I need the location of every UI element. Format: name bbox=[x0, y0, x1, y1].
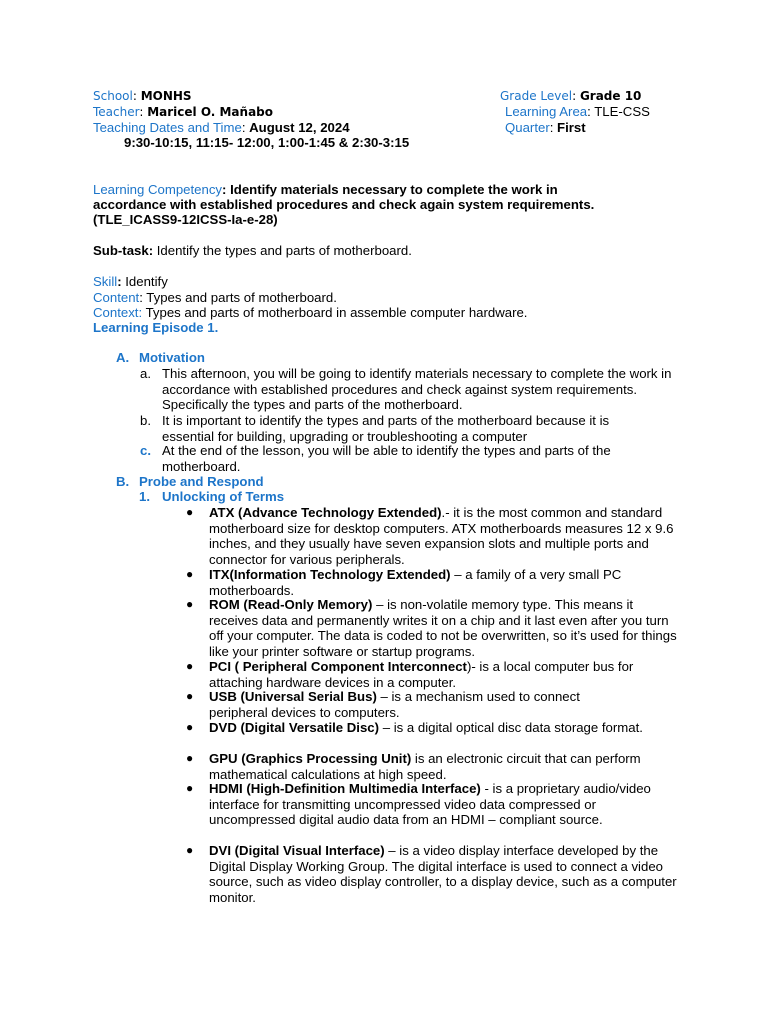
term-text bbox=[209, 720, 649, 736]
bullet-icon: ● bbox=[186, 689, 194, 703]
term-name: HDMI (High-Definition Multimedia Interface) bbox=[209, 781, 481, 796]
motivation-letter: A. bbox=[116, 350, 130, 365]
term-definition: is an electronic circuit that can perform mathematical calculations at high speed. bbox=[209, 751, 641, 782]
motivation-text: This afternoon, you will be going to identify materials necessary to complete the work in accordance with established procedures and check against system requirements. Specifically the types and parts of the motherboard. bbox=[162, 366, 672, 412]
bullet-icon: ● bbox=[186, 720, 194, 734]
term-text bbox=[209, 751, 679, 782]
quarter-line: Quarter: First bbox=[505, 120, 586, 135]
motivation-marker: b. bbox=[140, 413, 151, 428]
term-definition: )- is a local computer bus for attaching hardware devices in a computer. bbox=[209, 659, 634, 690]
dates-value: August 12, 2024 bbox=[249, 120, 350, 135]
dates-line: Teaching Dates and Time: August 12, 2024 bbox=[93, 120, 350, 135]
competency-text-1: Identify materials necessary to complete the work in bbox=[230, 182, 558, 197]
teacher-label: Teacher bbox=[93, 105, 140, 119]
quarter-value: First bbox=[557, 120, 586, 135]
term-name: ATX (Advance Technology Extended) bbox=[209, 505, 442, 520]
times-line: 9:30-10:15, 11:15- 12:00, 1:00-1:45 & 2:30-3:15 bbox=[124, 135, 410, 150]
competency-label: Learning Competency bbox=[93, 182, 223, 197]
context-line bbox=[93, 305, 527, 321]
bullet-icon: ● bbox=[186, 597, 194, 611]
term-text bbox=[209, 597, 679, 659]
motivation-text: It is important to identify the types and parts of the motherboard because it is essential for building, upgrading or troubleshooting a computer bbox=[162, 413, 610, 444]
subtask-line bbox=[93, 243, 412, 259]
term-name: ROM (Read-Only Memory) bbox=[209, 597, 373, 612]
competency-line-2: accordance with established procedures and check again system requirements. bbox=[93, 197, 595, 212]
skill-line: Skill: Identify bbox=[93, 274, 168, 289]
motivation-text: At the end of the lesson, you will be able to identify the types and parts of the motherboard. bbox=[162, 443, 611, 474]
term-name: USB (Universal Serial Bus) bbox=[209, 689, 377, 704]
context-label: Context: bbox=[93, 305, 143, 320]
competency-line-3: (TLE_ICASS9-12ICSS-Ia-e-28) bbox=[93, 212, 278, 227]
term-text bbox=[209, 505, 679, 567]
grade-value: Grade 10 bbox=[579, 89, 642, 103]
term-text bbox=[209, 659, 679, 690]
school-value: MONHS bbox=[140, 89, 192, 103]
probe-letter: B. bbox=[116, 474, 130, 489]
competency-line-1: Learning Competency: Identify materials necessary to complete the work in bbox=[93, 182, 558, 197]
area-line: Learning Area: TLE-CSS bbox=[505, 104, 650, 119]
bullet-icon: ● bbox=[186, 751, 194, 765]
school-label: School bbox=[93, 89, 133, 103]
term-text bbox=[209, 843, 679, 905]
area-label: Learning Area bbox=[505, 104, 588, 119]
term-name: ITX(Information Technology Extended) bbox=[209, 567, 451, 582]
dates-label: Teaching Dates and Time bbox=[93, 120, 242, 135]
bullet-icon: ● bbox=[186, 781, 194, 795]
motivation-marker: c. bbox=[140, 443, 151, 458]
content-line: Content: Types and parts of motherboard. bbox=[93, 290, 337, 305]
teacher-value: Maricel O. Mañabo bbox=[147, 105, 274, 119]
quarter-label: Quarter bbox=[505, 120, 550, 135]
term-definition: .- it is the most common and standard motherboard size for desktop computers. ATX motherboards measures 12 x 9.6 inches, and they usually have seven expansion slots and multiple ports and connector for various peripherals. bbox=[209, 505, 674, 567]
term-definition: – is a mechanism used to connect peripheral devices to computers. bbox=[209, 689, 580, 720]
term-definition: – a family of a very small PC motherboards. bbox=[209, 567, 622, 598]
bullet-icon: ● bbox=[186, 659, 194, 673]
bullet-icon: ● bbox=[186, 843, 194, 857]
grade-line: Grade Level: Grade 10 bbox=[500, 89, 642, 103]
probe-title: Probe and Respond bbox=[139, 474, 264, 489]
content-label: Content bbox=[93, 290, 140, 305]
term-definition: – is non-volatile memory type. This means it receives data and permanently writes it on a chip and it last even after you turn off your computer. The data is coded to not be overwritten, so it’s used for things like your printer software or startup programs. bbox=[209, 597, 677, 659]
area-value: TLE-CSS bbox=[594, 104, 650, 119]
skill-label: Skill bbox=[93, 274, 118, 289]
grade-label: Grade Level bbox=[500, 89, 573, 103]
context-value: Types and parts of motherboard in assemble computer hardware. bbox=[145, 305, 528, 320]
motivation-title: Motivation bbox=[139, 350, 205, 365]
term-name: GPU (Graphics Processing Unit) bbox=[209, 751, 412, 766]
motivation-marker: a. bbox=[140, 366, 151, 381]
term-name: PCI ( Peripheral Component Interconnect bbox=[209, 659, 467, 674]
content-value: Types and parts of motherboard. bbox=[146, 290, 337, 305]
school-line: School: MONHS bbox=[93, 89, 192, 103]
term-definition: - is a proprietary audio/video interface for transmitting uncompressed video data compressed or uncompressed digital audio data from an HDMI – compliant source. bbox=[209, 781, 651, 828]
term-definition: – is a video display interface developed by the Digital Display Working Group. The digital interface is used to connect a video source, such as video display controller, to a display device, such as a computer monitor. bbox=[209, 843, 677, 905]
bullet-icon: ● bbox=[186, 505, 194, 519]
subtask-label: Sub-task: bbox=[93, 243, 154, 258]
episode-heading: Learning Episode 1. bbox=[93, 320, 219, 335]
subtask-value: Identify the types and parts of motherboard. bbox=[156, 243, 412, 258]
terms-heading: Unlocking of Terms bbox=[162, 489, 285, 504]
terms-number: 1. bbox=[139, 489, 150, 504]
term-name: DVI (Digital Visual Interface) bbox=[209, 843, 385, 858]
term-text bbox=[209, 781, 659, 828]
term-name: DVD (Digital Versatile Disc) bbox=[209, 720, 380, 735]
term-text bbox=[209, 567, 679, 598]
skill-value: Identify bbox=[125, 274, 168, 289]
term-text bbox=[209, 689, 629, 720]
teacher-line: Teacher: Maricel O. Mañabo bbox=[93, 105, 274, 119]
term-definition: – is a digital optical disc data storage format. bbox=[379, 720, 643, 735]
bullet-icon: ● bbox=[186, 567, 194, 581]
